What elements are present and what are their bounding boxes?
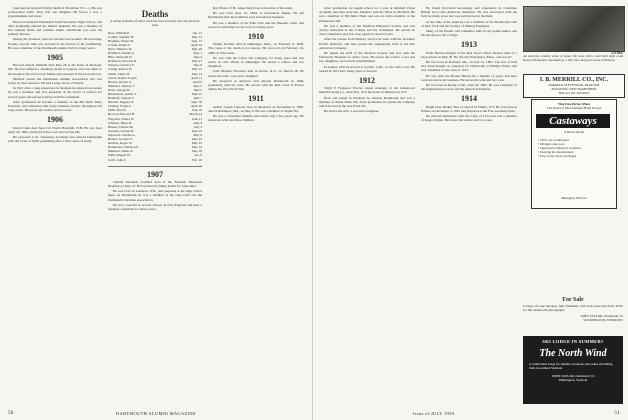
death-date: Jan. 15 bbox=[192, 30, 202, 35]
north-wind-owner: JOHN TAYLOR, Dartmouth '16 bbox=[551, 373, 595, 378]
castaways-feature: • 100% air-conditioned bbox=[538, 138, 569, 142]
death-name: Bliss, Malcolm W. bbox=[108, 55, 133, 60]
castaways-tagline: A Resort Motel bbox=[563, 130, 585, 134]
death-date: May 29 bbox=[191, 46, 202, 51]
deaths-list bbox=[108, 31, 202, 162]
castaways-features bbox=[538, 138, 612, 158]
death-date: April 6 bbox=[192, 79, 202, 84]
death-date: March 24 bbox=[189, 112, 202, 117]
death-date: Mar. 12 bbox=[191, 34, 202, 39]
divider bbox=[108, 166, 202, 167]
death-name: Hopkins, Ernest M. bbox=[108, 38, 134, 43]
merrill-phone: Hanover Tel. 643-4810 bbox=[558, 91, 590, 95]
death-date: July 3 bbox=[194, 124, 202, 129]
left-page bbox=[0, 0, 313, 420]
death-name: Mills, Fred E. bbox=[108, 108, 127, 113]
for-sale-contact: JOHN TAYLOR, Dartmouth '16 bbox=[580, 313, 623, 318]
for-sale-address: WILMINGTON, VERMONT bbox=[583, 317, 623, 322]
death-name: Gleeson, George B. bbox=[108, 128, 134, 133]
merrill-ad bbox=[523, 74, 625, 98]
castaways-feature: • Free 3-day resort privileges bbox=[538, 154, 577, 158]
death-name: Meheran, James A. bbox=[108, 149, 134, 154]
column-2: Deaths A listing of deaths of which word has been received since the previous issue Rice, William E. Jan. 15 Collins, Stephen H. Mar. 12 Hopkins, Ernest M. Aug. 13 Lowell, Ralph S. April 16 Drew, Maurice W. May 29 Hamilton, Daniel S. May 1 Bliss, Malcolm W. June 4 Robinson, Howard D. May 27 Weston, Clarence F. June 8 Crump, Robert W. May 15 Welsh, James H. May 14 Lynch, Daniel Joseph April 11 Brewer, Robert G. April 6 Mathews, Selwyn J. May 5 Dana, George H. June 5 Hutchinson, Arthur T. May 25 Hethroff, Chaude V. June 1 Dietsch, Eugene W. Sept. 30 Lindsay, Frank A. April 28 Mills, Fred E. June 16 Howard, Howard H. March 24 Wagoner, Walter W. June 11 Johnson, Harry R. June 9 Hunter, Charles M. July 3 Gleeson, George B. June 23 Ingersoll, Charles G. May 6 Haines, Gordon V. May 23 Durfree, Roger W. May 25 Hammond, Clarkson F. May 14 Meheran, James A. May 26 Fuller, Rupert H. Jan. 9 Swift, John P. Feb. 10 1907 Samuel Marshall Goddard died at the Eastman Memorial Hospital on May 12. He had been in failing health for some time. He was born in Lebanon, N.H., and prepared at the high school there. At Dartmouth he was a member of the Glee Club and the Dartmouth Christian Association. He was a teacher at several schools in New England and later a business consultant for many years. bbox=[108, 9, 202, 212]
north-wind-address: Wilmington, Vermont bbox=[558, 377, 588, 382]
lyme-photo bbox=[523, 6, 625, 52]
death-date: Feb. 10 bbox=[192, 157, 202, 162]
castaways-ad bbox=[531, 99, 617, 209]
castaways-feature: • Supervised children's activities bbox=[538, 146, 581, 150]
death-name: Hutchinson, Arthur T. bbox=[108, 92, 137, 97]
death-name: Fuller, Rupert H. bbox=[108, 153, 131, 158]
death-name: Drew, Maurice W. bbox=[108, 46, 133, 51]
death-date: June 11 bbox=[191, 116, 202, 121]
death-name: Brewer, Robert G. bbox=[108, 79, 133, 84]
page-number-left: 50 bbox=[8, 411, 14, 416]
class-1906-heading: 1906 bbox=[47, 115, 63, 125]
death-date: May 14 bbox=[191, 71, 202, 76]
death-name: Lindsay, Frank A. bbox=[108, 104, 132, 109]
class-1905-heading: 1905 bbox=[47, 53, 63, 63]
death-name: Howard, Howard H. bbox=[108, 112, 135, 117]
death-name: Hunter, Charles M. bbox=[108, 124, 134, 129]
death-name: Weston, Clarence F. bbox=[108, 63, 135, 68]
castaways-feature: • Dancing & entertainment bbox=[538, 150, 574, 154]
north-wind-ad: SKI LODGE IN SUMMER? The North Wind A comfortable lodge for summer vacations, near lakes and hiking trails in southern Vermont. JOHN TAYLOR, Dartmouth '16 Wilmington, Vermont bbox=[523, 336, 623, 404]
class-1912-heading: 1912 bbox=[359, 76, 375, 86]
death-name: Dana, George H. bbox=[108, 87, 131, 92]
death-name: Haines, Gordon V. bbox=[108, 137, 133, 142]
death-date: May 5 bbox=[193, 83, 202, 88]
column-5: He found first-hand knowledge and experience in Canadian, British and Latin American industries. He was associated with the firm for many years and was well known in the field. At the time of his death he was a member of the Dartmouth Club of New York and the Society of Mining Engineers. Many of his friends will remember him for his gentle humor and his devotion to the College. 1913 Earle Herbert Knight of the Red Tower Hotel, Boston died of a heart attack on May 30. He lived in Winchester, Mass., and was 67. He was born in Portland, Me., on July 31, 1891. The son of Tom and Trudi Knight, he prepared for Dartmouth at Phillips Exeter and was a member of the class of 1913. He was with the Boston Herald for a number of years, and later went into the hotel business. He leaves his wife and two sons. He was born in Derby, Conn., June 18, 1891. He was a member of the Engineering Society and the American Institute. 1914 Ralph Gray Barker died on June 8 in Elmira, N.Y. He was born in Elmira on December 4, 1891 and prepared at the Free Academy there. He entered Dartmouth with the Class of 1914 and was a member of Kappa Sigma. He leaves his widow and two sons. bbox=[421, 6, 517, 123]
death-name: Hamilton, Daniel S. bbox=[108, 51, 135, 56]
castaways-intro2: The World of Mid-Summer/Hand Escape bbox=[546, 106, 602, 110]
death-name: Robinson, Howard D. bbox=[108, 59, 137, 64]
for-sale-title: For Sale bbox=[562, 297, 584, 303]
death-name: Wagoner, Walter W. bbox=[108, 116, 135, 121]
death-date: Sept. 30 bbox=[191, 100, 202, 105]
death-name: Swift, John P. bbox=[108, 157, 127, 162]
right-page bbox=[313, 0, 628, 420]
merrill-address: HANOVER, NEW HAMPSHIRE bbox=[551, 87, 597, 91]
death-date: April 28 bbox=[190, 104, 202, 109]
class-1910-heading: 1910 bbox=[248, 32, 264, 42]
death-date: June 9 bbox=[193, 120, 202, 125]
death-date: June 1 bbox=[193, 96, 202, 101]
death-entry bbox=[108, 158, 202, 162]
for-sale-block: For Sale Cottage on Lake Sunapee, fully furnished, with boat house and dock. Write for full details and photographs. JOHN TAYLOR, Dartmouth '16 WILMINGTON, VERMONT bbox=[523, 297, 623, 322]
death-name: Dietsch, Eugene W. bbox=[108, 100, 135, 105]
merrill-sub: NORMAN STEVENSON, REALTOR bbox=[548, 83, 600, 87]
death-name: Johnson, Harry R. bbox=[108, 120, 132, 125]
castaways-logo: Castaways bbox=[536, 114, 610, 128]
castaways-manager: Managing Director bbox=[561, 196, 587, 200]
death-name: Lynch, Daniel Joseph bbox=[108, 75, 137, 80]
north-wind-logo: The North Wind bbox=[539, 348, 607, 359]
death-name: Crump, Robert W. bbox=[108, 67, 133, 72]
lyme-caption-title: LYME bbox=[611, 50, 623, 55]
north-wind-banner: SKI LODGE IN SUMMER? bbox=[542, 339, 604, 344]
death-name: Mathews, Selwyn J. bbox=[108, 83, 135, 88]
death-date: June 8 bbox=[193, 63, 202, 68]
column-4: After graduation, he taught school for a year at Kimball Union Academy and then went into business with his father in Medford. He was a member of Phi Delta Theta and was an active member of the Dartmouth club. He was a member of the Medford Historical Society and was always interested in the College and his classmates. He served on class committees and was class agent for several years. After his release from military service he went with the Northern Pacific Railroad, and later joined the engineering staff of the Pan American Company. He joined the staff of the Medical Society and was with the University Hospital for many years. He leaves his widow, a son and two daughters, and several grandchildren. In August 1955 he moved to Cecilia, Calif., to live with a son. He retired in 1951 after many years of service. 1912 Virgil F. Ferguson Fowler, expert manager of the Jamestown Manufacturing Co., died May 19 at his home in Jamestown, N.Y. Born and raised in Vermont, he entered Dartmouth and was a member of Alpha Delta Phi. After graduation he joined the company which he served the rest of his life. He leaves his wife, a son and a daughter. bbox=[319, 6, 415, 114]
death-name: Hethroff, Chaude V. bbox=[108, 96, 135, 101]
death-date: April 11 bbox=[191, 75, 202, 80]
column-1: Jane (and be married Evelyn Smith of Montclair, N.J. ...). He was professional lands. They had one daughter. He leaves a son, a granddaughter and sister. Harwood attended Dartmouth from Dorchester High School, and after graduating entered the lumber business. He was a member of Phi Gamma Delta and Gamma Alpha. Dartmouth was ever his primary interest. During his graduate years he traveled and worked. He had many friends, and his time was devoted to the service of his community. He was a member of the Dartmouth alumni club for many years. 1905 Howard Dewitt Mitchell died May 26 at his home in Portland, Me. He had suffered a disabling stroke in January and was taken to the hospital. He was born in Maine and prepared at the local schools. Mitchell joined the Dartmouth Alumni Association and was active in class reunions. He had a large circle of friends. In 1921 after a long experience in business he entered real estate; he was a member and vice president of the board of realtors for several years and served actively until his retirement. After graduation he became a member of the Phi Delta Theta fraternity and remained with many business friends throughout his long career. He leaves his widow and two sons. 1906 David Clark died June 9 in North Haverhill, N.H. He was born April 20, 1883, and lived in the town most of his life. He prepared at St. Johnsbury Academy and entered Dartmouth with the Class of 1906, graduating after a full course of study. bbox=[8, 6, 102, 144]
death-date: June 5 bbox=[193, 87, 202, 92]
death-name: Lowell, Ralph S. bbox=[108, 42, 131, 47]
death-date: May 23 bbox=[191, 137, 202, 142]
page-number-right: 51 bbox=[614, 411, 620, 416]
death-date: April 16 bbox=[190, 42, 202, 47]
class-1913-heading: 1913 bbox=[461, 40, 477, 50]
column-3: Roy Bruce, N.H., where they lived at the time of his death. He was born June 13, 1884, at Greenland, Maine. He left Dartmouth after his freshman year and entered business. He was a member of the Elks Club and the Masonic order, and served as selectman for his town for many years. 1910 Daniel Thomas died in Okmulgee, Okla., on February 8, 1959. The cause of his death is not known. He was born in February 16, 1889, in Wisconsin. He was with the Carter Oil Company for many years and was active in civic affairs in Okmulgee. He leaves a widow and two daughters. John Holmes Howland died in Rome, N.Y., on March 28. He leaves his wife, a son and a daughter. He prepared at Andover and entered Dartmouth in 1906, graduating with the class. He served with the Red Cross in France during the first World War. 1911 Arthur Joseph Laurent, born in Montreal on November 9, 1887, died in Baltimore, Md., on May 9. He was a member of Sigma Nu. He was a consultant chemist and retired only a few years ago. He leaves his wife and three children. bbox=[208, 6, 304, 123]
merrill-company: I. B. MERRILL CO., INC. bbox=[539, 77, 609, 83]
death-date: May 14 bbox=[191, 145, 202, 150]
castaways-feature: • Olympic-size pool bbox=[538, 142, 565, 146]
death-name: Durfree, Roger W. bbox=[108, 141, 133, 146]
death-date: May 15 bbox=[191, 67, 202, 72]
death-date: May 1 bbox=[193, 51, 202, 56]
lyme-caption: LYME An attractive country estate of about 100 acres with a well built eight room house with modern conveniences, a fine view and good access to Hanover. bbox=[523, 50, 623, 62]
death-date: May 25 bbox=[191, 141, 202, 146]
death-name: Rice, William E. bbox=[108, 30, 130, 35]
class-1914-heading: 1914 bbox=[461, 94, 477, 104]
death-name: Hammond, Clarkson F. bbox=[108, 145, 139, 150]
issue-footer: Issue of JULY 1959 bbox=[413, 411, 455, 416]
death-date: May 27 bbox=[191, 59, 202, 64]
death-date: May 6 bbox=[193, 132, 202, 137]
death-date: June 4 bbox=[193, 55, 202, 60]
death-date: Aug. 13 bbox=[191, 38, 202, 43]
class-1907-heading: 1907 bbox=[147, 169, 163, 179]
castaways-intro: This Fun-Perfect Place bbox=[557, 102, 591, 106]
death-name: Welsh, James H. bbox=[108, 71, 130, 76]
death-date: May 25 bbox=[191, 92, 202, 97]
death-date: June 23 bbox=[191, 128, 202, 133]
death-name: Collins, Stephen H. bbox=[108, 34, 134, 39]
deaths-title: Deaths bbox=[141, 9, 169, 19]
death-date: May 26 bbox=[191, 149, 202, 154]
death-date: June 16 bbox=[191, 108, 202, 113]
deaths-note: A listing of deaths of which word has been received since the previous issue bbox=[110, 19, 200, 28]
class-1911-heading: 1911 bbox=[248, 94, 264, 104]
death-name: Ingersoll, Charles G. bbox=[108, 132, 136, 137]
death-date: Jan. 9 bbox=[194, 153, 202, 158]
magazine-footer: DARTMOUTH ALUMNI MAGAZINE bbox=[116, 411, 196, 416]
